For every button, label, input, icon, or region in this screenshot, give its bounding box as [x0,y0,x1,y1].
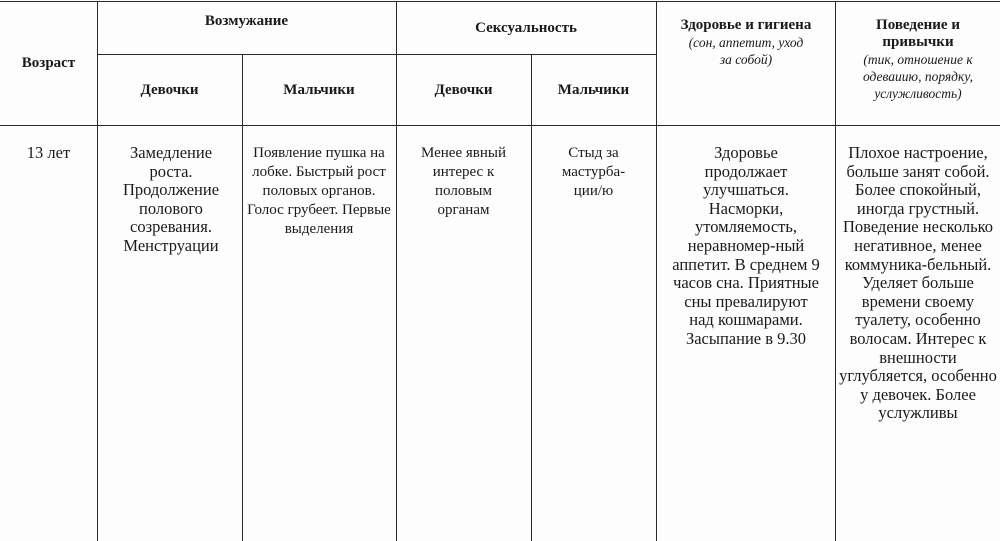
header-health [657,17,835,117]
header-growth-girls-text: Девочки [140,81,199,98]
cell-sex-girls [396,144,531,244]
header-behavior-subtitle: (тик, отношение к одеваиию, порядку, услужливость) [862,52,974,101]
cell-growth-boys-text: Появление пушка на лобке. Быстрый рост половых органов. Голос грубеет. Первые выделения [247,145,391,237]
col-divider-sex-sub [531,54,532,541]
cell-age [0,144,97,174]
cell-sex-boys [531,144,656,244]
cell-age-text: 13 лет [26,143,71,162]
header-growth-text: Возмужание [204,12,289,29]
cell-growth-girls [97,144,242,294]
header-behavior [836,17,1000,122]
header-sex-boys-text: Мальчики [557,81,630,98]
cell-sex-girls-text: Менее явный интерес к половым органам [420,145,506,218]
header-growth-girls [97,55,242,125]
cell-behavior-text: Плохое настроение, больше занят собой. Более спокойный, иногда грустный. Поведение несколько негативное, менее коммуника-бельный. Уделяет больше времени своему туалету, особенно волосам. Интерес к внешности углубляется, особенно у девочек. Более услужливы [839,143,997,423]
col-divider-growth-sub [242,54,243,541]
cell-sex-boys-text: Стыд за мастурба-ции/ю [561,145,626,199]
header-age-text: Возраст [21,55,76,71]
cell-health [657,144,835,394]
header-health-subtitle: (сон, аппетит, уход за собой) [688,35,804,67]
cell-behavior [836,144,1000,541]
header-health-title: Здоровье и гигиена [680,17,812,33]
header-growth-boys [242,55,396,125]
cell-growth-boys [242,144,396,294]
cell-growth-girls-text: Замедление роста. Продолжение полового созревания. Менструации [122,143,220,255]
header-age [0,2,97,125]
header-growth-boys-text: Мальчики [283,81,355,98]
header-sex-girls-text: Девочки [434,81,493,98]
header-sexuality-text: Сексуальность [475,19,577,36]
header-behavior-title: Поведение и привычки [876,17,960,50]
header-sexuality [396,2,656,54]
header-sex-boys [531,55,656,125]
cell-health-text: Здоровье продолжает улучшаться. Насморки, утомляемость, неравномер-ный аппетит. В среднем 9 часов сна. Приятные сны превалируют над кошмарами. Засыпание в 9.30 [672,143,820,348]
header-growth [97,2,396,40]
header-bottom-border [0,125,1000,126]
header-sex-girls [396,55,531,125]
